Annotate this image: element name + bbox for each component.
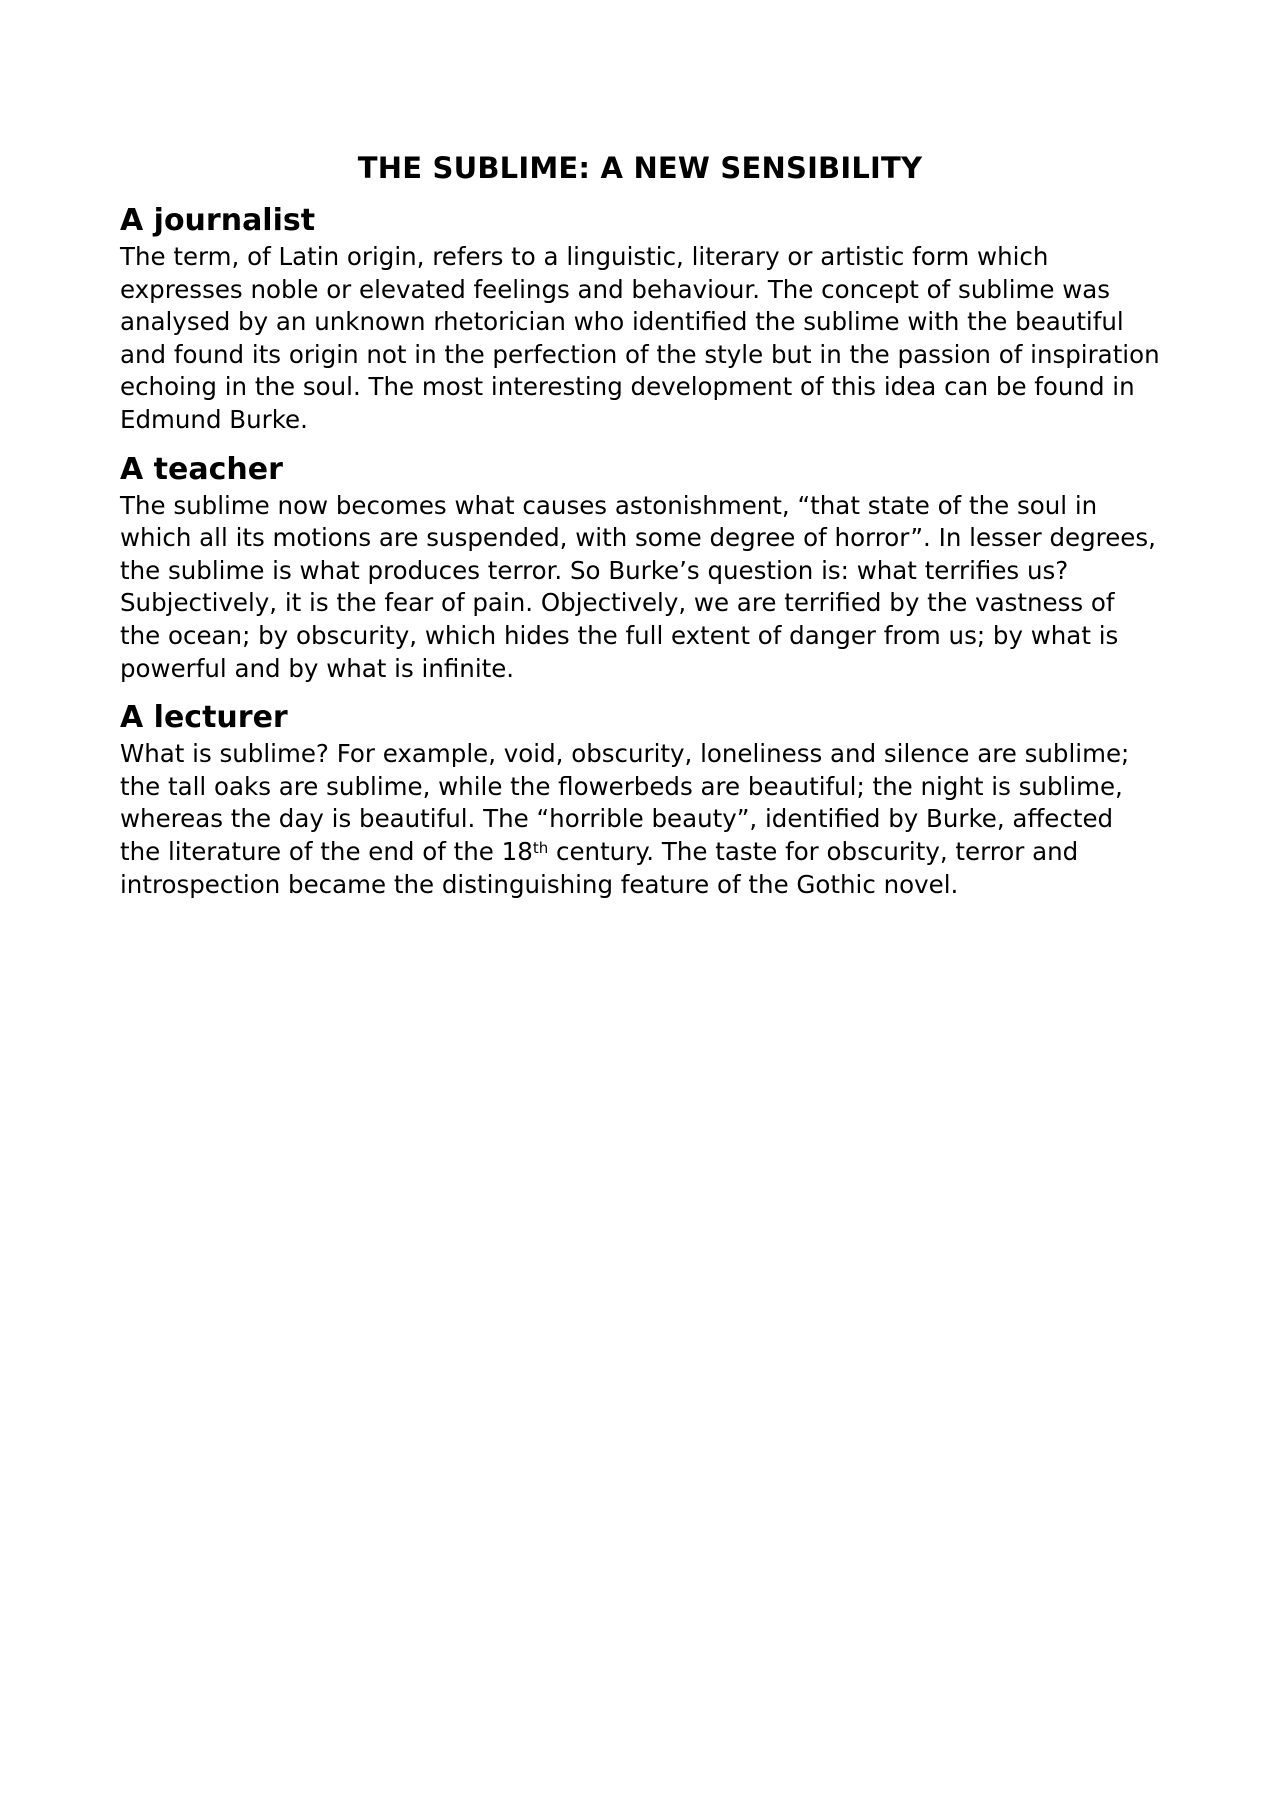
section-heading-journalist: A journalist (120, 203, 316, 238)
section-lecturer (120, 698, 1160, 901)
document-page (120, 148, 1160, 901)
document-title: THE SUBLIME: A NEW SENSIBILITY (357, 151, 923, 185)
section-body-teacher: The sublime now becomes what causes astonishment, “that state of the soul in which all its motions are suspended, with some degree of horror”. In lesser degrees, the sublime is what produces terror. So Burke’s question is: what terrifies us? Subjectively, it is the fear of pain. Objectively, we are terrified by the vastness of the ocean; by obscurity, which hides the full extent of danger from us; by what is powerful and by what is infinite. (120, 490, 1156, 683)
ordinal-superscript: th (532, 838, 549, 857)
section-body-journalist: The term, of Latin origin, refers to a linguistic, literary or artistic form which expresses noble or elevated feelings and behaviour. The concept of sublime was analysed by an unknown rhetorician who identified the sublime with the beautiful and found its origin not in the perfection of the style but in the passion of inspiration echoing in the soul. The most interesting development of this idea can be found in Edmund Burke. (120, 242, 1160, 434)
section-journalist (120, 201, 1160, 437)
section-teacher (120, 450, 1160, 686)
lecturer-text-before-superscript: What is sublime? For example, void, obscurity, loneliness and silence are sublime; the tall oaks are sublime, while the flowerbeds are beautiful; the night is sublime, whereas the day is beautiful. The “horrible beauty”, identified by Burke, affected the literature of the end of the 18 (120, 739, 1130, 866)
section-body-lecturer (120, 738, 1160, 901)
section-heading-lecturer: A lecturer (120, 700, 288, 736)
lecturer-text-after-superscript: century. The taste for obscurity, terror and introspection became the distinguishing feature of the Gothic novel. (120, 836, 1079, 899)
section-heading-teacher: A teacher (120, 451, 283, 487)
